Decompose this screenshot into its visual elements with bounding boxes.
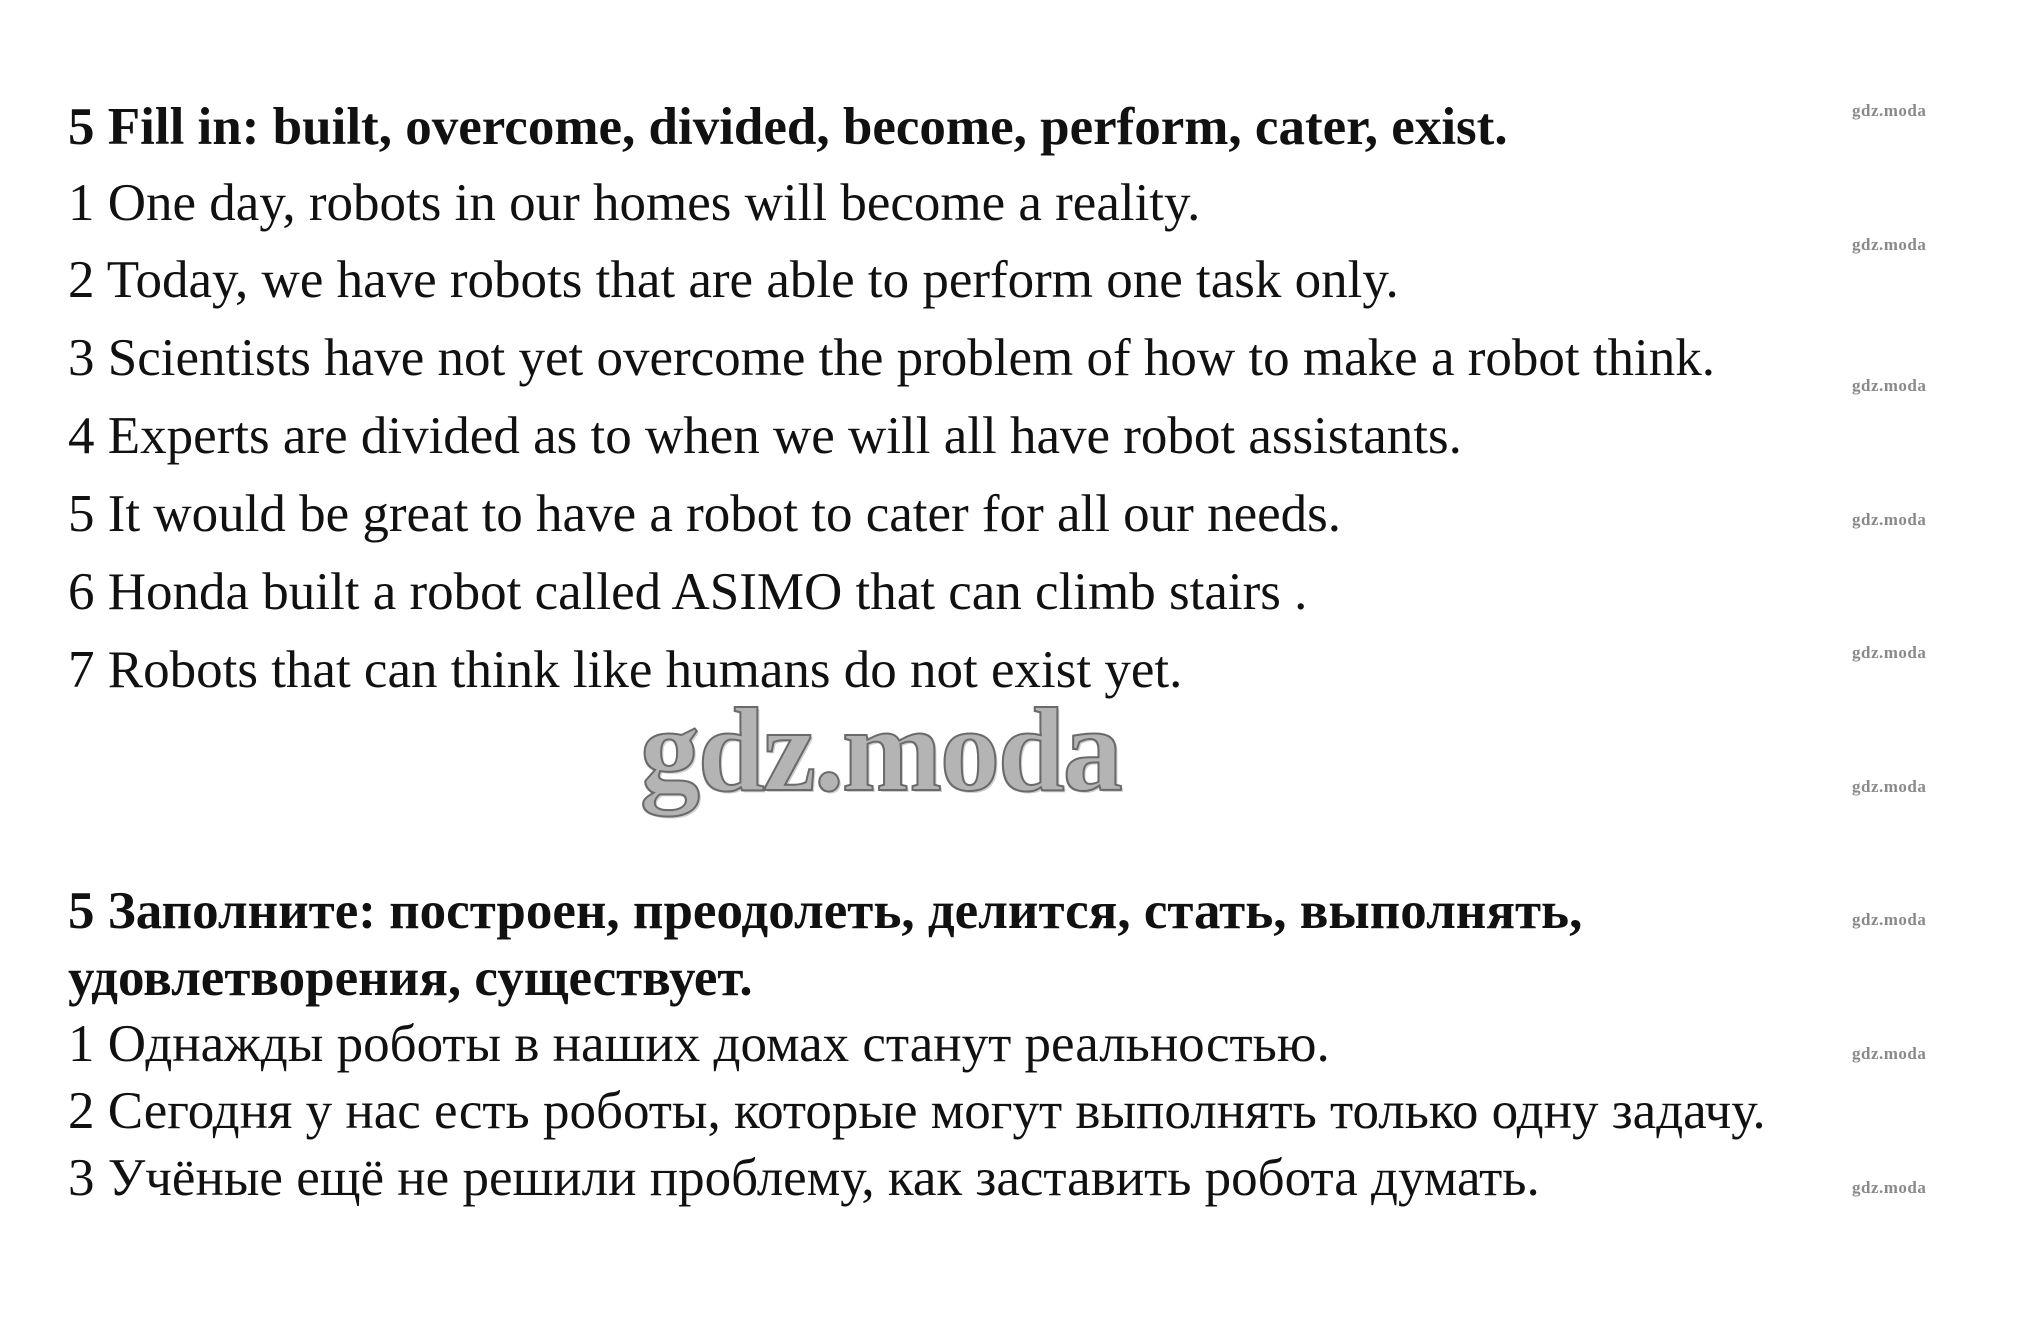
english-sentence-7: 7 Robots that can think like humans do not exist yet. <box>68 641 1183 699</box>
watermark-small: gdz.moda <box>1852 376 1927 395</box>
watermark-small: gdz.moda <box>1852 235 1927 254</box>
english-heading: 5 Fill in: built, overcome, divided, become, perform, cater, exist. <box>68 98 1508 156</box>
russian-sentence-1: 1 Однажды роботы в наших домах станут реальностью. <box>68 1015 1330 1073</box>
russian-heading-line-2: удовлетворения, существует. <box>68 949 753 1007</box>
english-sentence-6: 6 Honda built a robot called ASIMO that can climb stairs . <box>68 563 1308 621</box>
watermark-small: gdz.moda <box>1852 1044 1927 1063</box>
english-sentence-4: 4 Experts are divided as to when we will all have robot assistants. <box>68 407 1462 465</box>
watermark-small: gdz.moda <box>1852 643 1927 662</box>
english-sentence-5: 5 It would be great to have a robot to cater for all our needs. <box>68 485 1342 543</box>
english-sentence-3: 3 Scientists have not yet overcome the problem of how to make a robot think. <box>68 329 1716 387</box>
watermark-small: gdz.moda <box>1852 510 1927 529</box>
watermark-small: gdz.moda <box>1852 777 1927 796</box>
english-sentence-1: 1 One day, robots in our homes will become a reality. <box>68 174 1201 232</box>
watermark-small: gdz.moda <box>1852 101 1927 120</box>
russian-sentence-2: 2 Сегодня у нас есть роботы, которые могут выполнять только одну задачу. <box>68 1082 1766 1140</box>
watermark-logo: gdz.moda <box>640 683 1121 816</box>
english-sentence-2: 2 Today, we have robots that are able to perform one task only. <box>68 251 1399 309</box>
russian-sentence-3: 3 Учёные ещё не решили проблему, как заставить робота думать. <box>68 1149 1540 1207</box>
watermark-small: gdz.moda <box>1852 1178 1927 1197</box>
watermark-small: gdz.moda <box>1852 910 1927 929</box>
russian-heading-line-1: 5 Заполните: построен, преодолеть, делится, стать, выполнять, <box>68 882 1583 940</box>
